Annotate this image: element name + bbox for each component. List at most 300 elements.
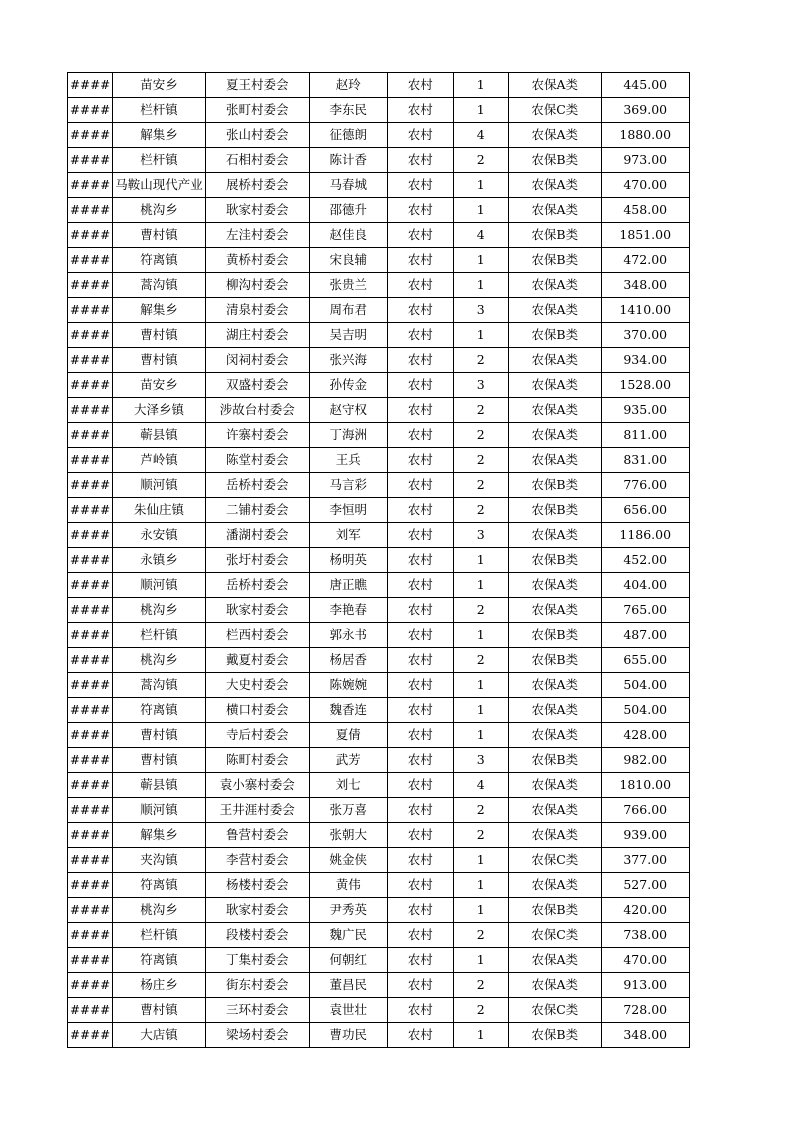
town-cell: 芦岭镇 (113, 448, 206, 473)
village-cell: 张山村委会 (205, 123, 309, 148)
category-cell: 农保C类 (508, 923, 601, 948)
village-cell: 街东村委会 (205, 973, 309, 998)
town-cell: 曹村镇 (113, 998, 206, 1023)
town-cell: 曹村镇 (113, 748, 206, 773)
count-cell: 3 (453, 373, 508, 398)
type-cell: 农村 (387, 998, 453, 1023)
type-cell: 农村 (387, 673, 453, 698)
table-row (68, 948, 690, 973)
name-cell: 周布君 (309, 298, 387, 323)
category-cell: 农保A类 (508, 873, 601, 898)
type-cell: 农村 (387, 498, 453, 523)
town-cell: 杨庄乡 (113, 973, 206, 998)
type-cell: 农村 (387, 448, 453, 473)
category-cell: 农保A类 (508, 73, 601, 98)
amount-cell: 831.00 (601, 448, 689, 473)
type-cell: 农村 (387, 373, 453, 398)
category-cell: 农保C类 (508, 848, 601, 873)
type-cell: 农村 (387, 598, 453, 623)
village-cell: 湖庄村委会 (205, 323, 309, 348)
type-cell: 农村 (387, 923, 453, 948)
type-cell: 农村 (387, 773, 453, 798)
village-cell: 潘湖村委会 (205, 523, 309, 548)
table-row (68, 423, 690, 448)
name-cell: 张贵兰 (309, 273, 387, 298)
name-cell: 孙传金 (309, 373, 387, 398)
village-cell: 丁集村委会 (205, 948, 309, 973)
category-cell: 农保A类 (508, 173, 601, 198)
town-cell: 曹村镇 (113, 223, 206, 248)
amount-cell: 348.00 (601, 1023, 689, 1048)
town-cell: 永安镇 (113, 523, 206, 548)
count-cell: 2 (453, 598, 508, 623)
town-cell: 大店镇 (113, 1023, 206, 1048)
table-row (68, 473, 690, 498)
amount-cell: 428.00 (601, 723, 689, 748)
count-cell: 4 (453, 223, 508, 248)
category-cell: 农保B类 (508, 323, 601, 348)
name-cell: 丁海洲 (309, 423, 387, 448)
type-cell: 农村 (387, 898, 453, 923)
table-row (68, 898, 690, 923)
town-cell: 栏杆镇 (113, 98, 206, 123)
category-cell: 农保B类 (508, 548, 601, 573)
type-cell: 农村 (387, 173, 453, 198)
amount-cell: 656.00 (601, 498, 689, 523)
count-cell: 1 (453, 173, 508, 198)
count-cell: 1 (453, 673, 508, 698)
amount-cell: 348.00 (601, 273, 689, 298)
name-cell: 魏香连 (309, 698, 387, 723)
village-cell: 梁场村委会 (205, 1023, 309, 1048)
village-cell: 耿家村委会 (205, 198, 309, 223)
village-cell: 李营村委会 (205, 848, 309, 873)
name-cell: 征德朗 (309, 123, 387, 148)
category-cell: 农保A类 (508, 798, 601, 823)
category-cell: 农保A类 (508, 598, 601, 623)
date-cell: #### (68, 548, 113, 573)
count-cell: 3 (453, 748, 508, 773)
type-cell: 农村 (387, 223, 453, 248)
date-cell: #### (68, 173, 113, 198)
amount-cell: 655.00 (601, 648, 689, 673)
date-cell: #### (68, 873, 113, 898)
count-cell: 1 (453, 323, 508, 348)
category-cell: 农保B类 (508, 148, 601, 173)
amount-cell: 766.00 (601, 798, 689, 823)
count-cell: 3 (453, 523, 508, 548)
count-cell: 1 (453, 548, 508, 573)
name-cell: 袁世壮 (309, 998, 387, 1023)
town-cell: 夹沟镇 (113, 848, 206, 873)
category-cell: 农保A类 (508, 373, 601, 398)
town-cell: 栏杆镇 (113, 623, 206, 648)
village-cell: 展桥村委会 (205, 173, 309, 198)
table-row (68, 723, 690, 748)
type-cell: 农村 (387, 573, 453, 598)
amount-cell: 470.00 (601, 948, 689, 973)
village-cell: 张町村委会 (205, 98, 309, 123)
category-cell: 农保A类 (508, 273, 601, 298)
amount-cell: 738.00 (601, 923, 689, 948)
town-cell: 符离镇 (113, 948, 206, 973)
amount-cell: 934.00 (601, 348, 689, 373)
date-cell: #### (68, 448, 113, 473)
count-cell: 3 (453, 298, 508, 323)
name-cell: 李艳春 (309, 598, 387, 623)
name-cell: 王兵 (309, 448, 387, 473)
date-cell: #### (68, 423, 113, 448)
table-row (68, 73, 690, 98)
name-cell: 武芳 (309, 748, 387, 773)
village-cell: 鲁营村委会 (205, 823, 309, 848)
date-cell: #### (68, 73, 113, 98)
town-cell: 解集乡 (113, 298, 206, 323)
village-cell: 戴夏村委会 (205, 648, 309, 673)
village-cell: 寺后村委会 (205, 723, 309, 748)
table-row (68, 323, 690, 348)
category-cell: 农保C类 (508, 998, 601, 1023)
table-row (68, 198, 690, 223)
amount-cell: 527.00 (601, 873, 689, 898)
village-cell: 闵祠村委会 (205, 348, 309, 373)
amount-cell: 458.00 (601, 198, 689, 223)
count-cell: 2 (453, 148, 508, 173)
village-cell: 耿家村委会 (205, 898, 309, 923)
table-row (68, 798, 690, 823)
name-cell: 张万喜 (309, 798, 387, 823)
name-cell: 陈计香 (309, 148, 387, 173)
table-row (68, 148, 690, 173)
village-cell: 袁小寨村委会 (205, 773, 309, 798)
name-cell: 唐正瞧 (309, 573, 387, 598)
table-row (68, 923, 690, 948)
count-cell: 1 (453, 873, 508, 898)
name-cell: 赵佳良 (309, 223, 387, 248)
town-cell: 解集乡 (113, 123, 206, 148)
date-cell: #### (68, 148, 113, 173)
amount-cell: 470.00 (601, 173, 689, 198)
name-cell: 黄伟 (309, 873, 387, 898)
village-cell: 栏西村委会 (205, 623, 309, 648)
amount-cell: 445.00 (601, 73, 689, 98)
amount-cell: 935.00 (601, 398, 689, 423)
town-cell: 符离镇 (113, 873, 206, 898)
type-cell: 农村 (387, 273, 453, 298)
type-cell: 农村 (387, 973, 453, 998)
table-row (68, 623, 690, 648)
count-cell: 4 (453, 773, 508, 798)
date-cell: #### (68, 348, 113, 373)
town-cell: 符离镇 (113, 698, 206, 723)
category-cell: 农保B类 (508, 748, 601, 773)
date-cell: #### (68, 498, 113, 523)
amount-cell: 973.00 (601, 148, 689, 173)
date-cell: #### (68, 648, 113, 673)
town-cell: 桃沟乡 (113, 198, 206, 223)
table-row (68, 223, 690, 248)
name-cell: 陈婉婉 (309, 673, 387, 698)
count-cell: 4 (453, 123, 508, 148)
type-cell: 农村 (387, 148, 453, 173)
type-cell: 农村 (387, 798, 453, 823)
type-cell: 农村 (387, 623, 453, 648)
count-cell: 1 (453, 848, 508, 873)
date-cell: #### (68, 948, 113, 973)
town-cell: 马鞍山现代产业 (113, 173, 206, 198)
town-cell: 曹村镇 (113, 348, 206, 373)
category-cell: 农保A类 (508, 348, 601, 373)
name-cell: 何朝红 (309, 948, 387, 973)
table-row (68, 1023, 690, 1048)
name-cell: 董昌民 (309, 973, 387, 998)
date-cell: #### (68, 973, 113, 998)
table-row (68, 973, 690, 998)
amount-cell: 1528.00 (601, 373, 689, 398)
count-cell: 2 (453, 648, 508, 673)
category-cell: 农保A类 (508, 698, 601, 723)
village-cell: 涉故台村委会 (205, 398, 309, 423)
date-cell: #### (68, 123, 113, 148)
amount-cell: 404.00 (601, 573, 689, 598)
type-cell: 农村 (387, 323, 453, 348)
type-cell: 农村 (387, 473, 453, 498)
category-cell: 农保B类 (508, 498, 601, 523)
type-cell: 农村 (387, 848, 453, 873)
category-cell: 农保A类 (508, 573, 601, 598)
table-row (68, 448, 690, 473)
date-cell: #### (68, 798, 113, 823)
date-cell: #### (68, 598, 113, 623)
name-cell: 尹秀英 (309, 898, 387, 923)
town-cell: 曹村镇 (113, 323, 206, 348)
category-cell: 农保A类 (508, 823, 601, 848)
town-cell: 桃沟乡 (113, 598, 206, 623)
town-cell: 顺河镇 (113, 573, 206, 598)
name-cell: 张朝大 (309, 823, 387, 848)
type-cell: 农村 (387, 823, 453, 848)
date-cell: #### (68, 723, 113, 748)
count-cell: 1 (453, 198, 508, 223)
name-cell: 姚金侠 (309, 848, 387, 873)
table-row (68, 848, 690, 873)
table-row (68, 648, 690, 673)
village-cell: 陈町村委会 (205, 748, 309, 773)
count-cell: 1 (453, 948, 508, 973)
count-cell: 2 (453, 498, 508, 523)
count-cell: 2 (453, 448, 508, 473)
table-row (68, 298, 690, 323)
date-cell: #### (68, 848, 113, 873)
name-cell: 马春城 (309, 173, 387, 198)
village-cell: 岳桥村委会 (205, 473, 309, 498)
type-cell: 农村 (387, 73, 453, 98)
table-row (68, 348, 690, 373)
count-cell: 1 (453, 98, 508, 123)
type-cell: 农村 (387, 123, 453, 148)
amount-cell: 765.00 (601, 598, 689, 623)
name-cell: 赵玲 (309, 73, 387, 98)
table-row (68, 373, 690, 398)
category-cell: 农保A类 (508, 773, 601, 798)
name-cell: 李恒明 (309, 498, 387, 523)
village-cell: 柳沟村委会 (205, 273, 309, 298)
amount-cell: 504.00 (601, 673, 689, 698)
category-cell: 农保B类 (508, 648, 601, 673)
category-cell: 农保B类 (508, 898, 601, 923)
date-cell: #### (68, 673, 113, 698)
village-cell: 岳桥村委会 (205, 573, 309, 598)
town-cell: 栏杆镇 (113, 923, 206, 948)
amount-cell: 472.00 (601, 248, 689, 273)
type-cell: 农村 (387, 98, 453, 123)
name-cell: 杨明英 (309, 548, 387, 573)
category-cell: 农保A类 (508, 723, 601, 748)
town-cell: 永镇乡 (113, 548, 206, 573)
date-cell: #### (68, 373, 113, 398)
table-row (68, 498, 690, 523)
town-cell: 朱仙庄镇 (113, 498, 206, 523)
town-cell: 桃沟乡 (113, 648, 206, 673)
date-cell: #### (68, 223, 113, 248)
category-cell: 农保B类 (508, 1023, 601, 1048)
date-cell: #### (68, 248, 113, 273)
date-cell: #### (68, 473, 113, 498)
date-cell: #### (68, 523, 113, 548)
amount-cell: 913.00 (601, 973, 689, 998)
category-cell: 农保B类 (508, 248, 601, 273)
amount-cell: 939.00 (601, 823, 689, 848)
category-cell: 农保C类 (508, 98, 601, 123)
type-cell: 农村 (387, 548, 453, 573)
date-cell: #### (68, 823, 113, 848)
category-cell: 农保A类 (508, 198, 601, 223)
category-cell: 农保A类 (508, 423, 601, 448)
count-cell: 2 (453, 973, 508, 998)
village-cell: 双盛村委会 (205, 373, 309, 398)
town-cell: 桃沟乡 (113, 898, 206, 923)
count-cell: 1 (453, 73, 508, 98)
name-cell: 赵守权 (309, 398, 387, 423)
amount-cell: 1410.00 (601, 298, 689, 323)
table-row (68, 548, 690, 573)
table-row (68, 273, 690, 298)
town-cell: 蒿沟镇 (113, 273, 206, 298)
date-cell: #### (68, 698, 113, 723)
village-cell: 夏王村委会 (205, 73, 309, 98)
count-cell: 1 (453, 273, 508, 298)
table-row (68, 173, 690, 198)
town-cell: 顺河镇 (113, 473, 206, 498)
name-cell: 郭永书 (309, 623, 387, 648)
village-cell: 耿家村委会 (205, 598, 309, 623)
amount-cell: 1810.00 (601, 773, 689, 798)
category-cell: 农保B类 (508, 473, 601, 498)
type-cell: 农村 (387, 523, 453, 548)
town-cell: 蒿沟镇 (113, 673, 206, 698)
name-cell: 夏倩 (309, 723, 387, 748)
name-cell: 杨居香 (309, 648, 387, 673)
count-cell: 2 (453, 473, 508, 498)
village-cell: 陈堂村委会 (205, 448, 309, 473)
type-cell: 农村 (387, 873, 453, 898)
count-cell: 1 (453, 698, 508, 723)
table-row (68, 698, 690, 723)
count-cell: 1 (453, 898, 508, 923)
type-cell: 农村 (387, 298, 453, 323)
village-cell: 王井涯村委会 (205, 798, 309, 823)
date-cell: #### (68, 98, 113, 123)
amount-cell: 1186.00 (601, 523, 689, 548)
category-cell: 农保A类 (508, 973, 601, 998)
name-cell: 宋良辅 (309, 248, 387, 273)
type-cell: 农村 (387, 398, 453, 423)
count-cell: 1 (453, 248, 508, 273)
amount-cell: 982.00 (601, 748, 689, 773)
amount-cell: 420.00 (601, 898, 689, 923)
town-cell: 栏杆镇 (113, 148, 206, 173)
town-cell: 符离镇 (113, 248, 206, 273)
table-row (68, 773, 690, 798)
amount-cell: 452.00 (601, 548, 689, 573)
category-cell: 农保B类 (508, 223, 601, 248)
count-cell: 2 (453, 798, 508, 823)
date-cell: #### (68, 573, 113, 598)
table-row (68, 748, 690, 773)
village-cell: 杨楼村委会 (205, 873, 309, 898)
date-cell: #### (68, 1023, 113, 1048)
type-cell: 农村 (387, 198, 453, 223)
category-cell: 农保A类 (508, 523, 601, 548)
village-cell: 横口村委会 (205, 698, 309, 723)
category-cell: 农保A类 (508, 123, 601, 148)
count-cell: 1 (453, 573, 508, 598)
data-table (67, 72, 690, 1048)
village-cell: 清泉村委会 (205, 298, 309, 323)
table-body (68, 73, 690, 1048)
amount-cell: 504.00 (601, 698, 689, 723)
count-cell: 2 (453, 398, 508, 423)
table-row (68, 873, 690, 898)
name-cell: 刘七 (309, 773, 387, 798)
type-cell: 农村 (387, 1023, 453, 1048)
count-cell: 2 (453, 998, 508, 1023)
name-cell: 吴吉明 (309, 323, 387, 348)
name-cell: 邵德升 (309, 198, 387, 223)
town-cell: 解集乡 (113, 823, 206, 848)
date-cell: #### (68, 323, 113, 348)
date-cell: #### (68, 298, 113, 323)
town-cell: 大泽乡镇 (113, 398, 206, 423)
table-row (68, 573, 690, 598)
count-cell: 1 (453, 623, 508, 648)
type-cell: 农村 (387, 948, 453, 973)
amount-cell: 1851.00 (601, 223, 689, 248)
category-cell: 农保B类 (508, 623, 601, 648)
category-cell: 农保A类 (508, 948, 601, 973)
amount-cell: 811.00 (601, 423, 689, 448)
village-cell: 黄桥村委会 (205, 248, 309, 273)
village-cell: 段楼村委会 (205, 923, 309, 948)
category-cell: 农保A类 (508, 398, 601, 423)
type-cell: 农村 (387, 423, 453, 448)
table-row (68, 123, 690, 148)
table-row (68, 998, 690, 1023)
name-cell: 魏广民 (309, 923, 387, 948)
type-cell: 农村 (387, 698, 453, 723)
village-cell: 张圩村委会 (205, 548, 309, 573)
name-cell: 刘军 (309, 523, 387, 548)
